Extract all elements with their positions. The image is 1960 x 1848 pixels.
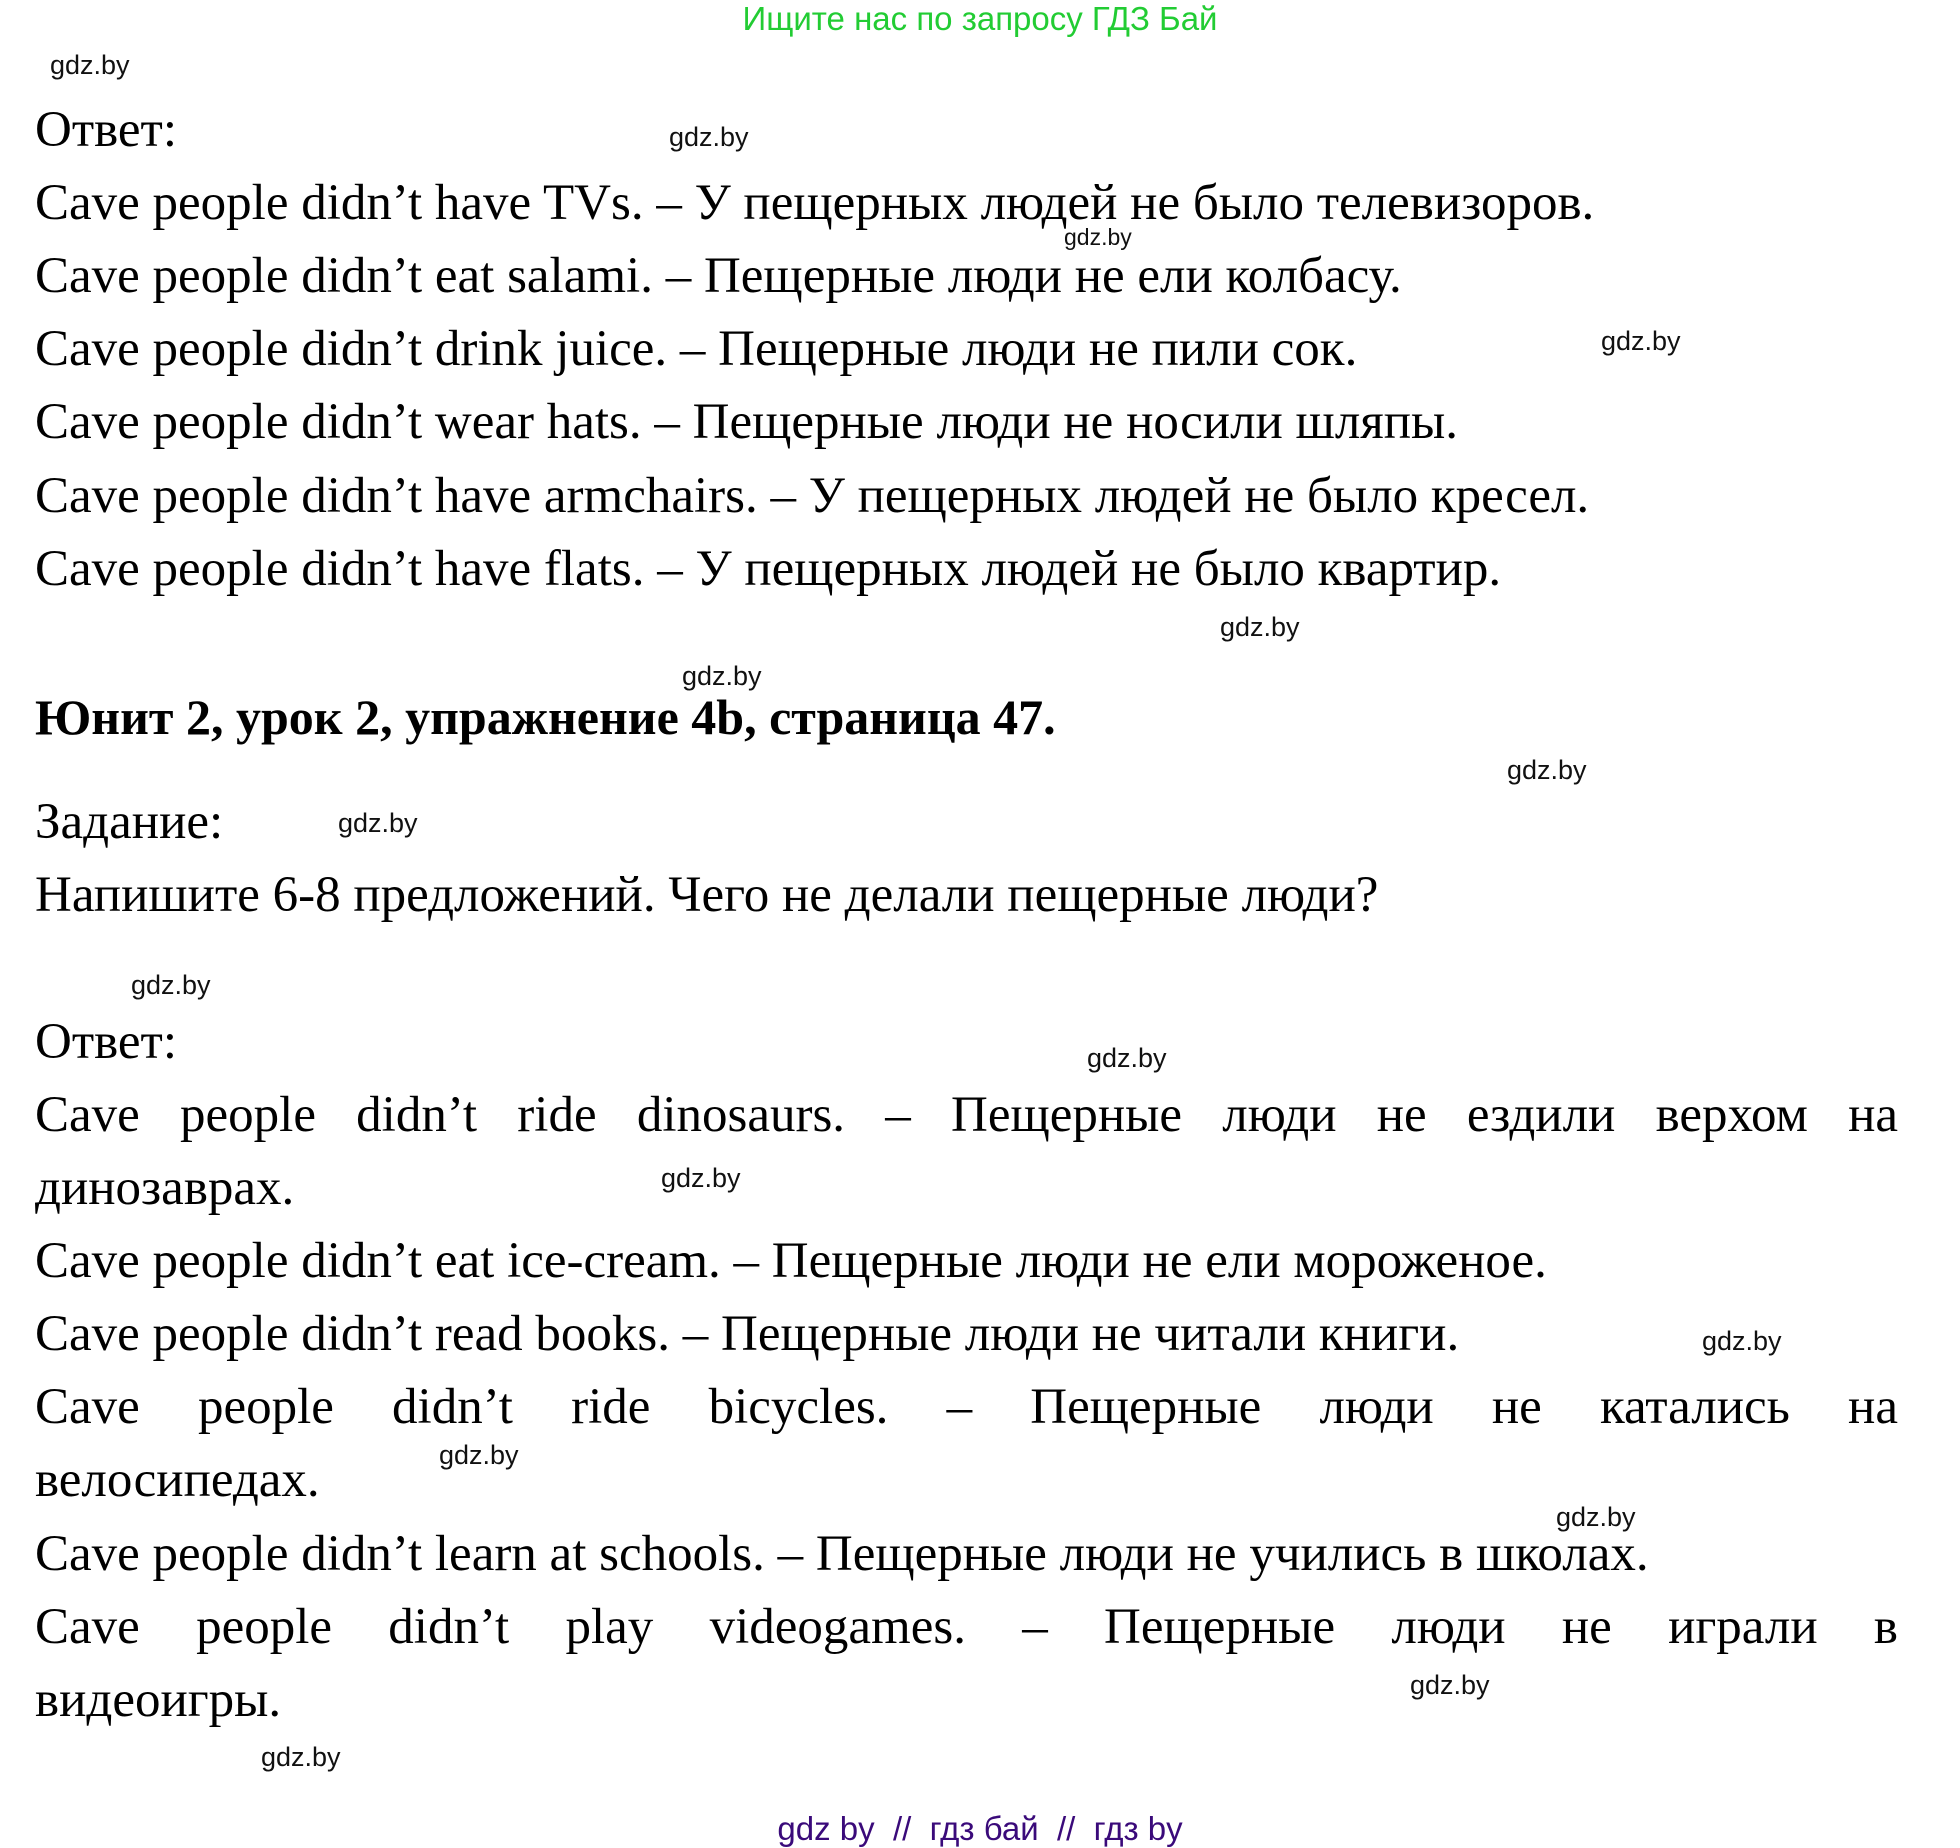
- watermark: gdz.by: [682, 661, 762, 691]
- watermark: gdz.by: [1064, 224, 1132, 250]
- watermark: gdz.by: [1702, 1326, 1782, 1356]
- exercise-heading: Юнит 2, урок 2, упражнение 4b, страница 47.: [35, 689, 1056, 745]
- footer-text: gdz by // гдз бай // гдз by: [777, 1810, 1183, 1847]
- answer-line: Cave people didn’t learn at schools. – Пещерные люди не учились в школах.: [35, 1526, 1649, 1582]
- answer-line: Cave people didn’t have flats. – У пещерных людей не было квартир.: [35, 541, 1502, 597]
- answer-line: Cave people didn’t have TVs. – У пещерных людей не было телевизоров.: [35, 175, 1595, 231]
- answer-line: Cave people didn’t have armchairs. – У пещерных людей не было кресел.: [35, 468, 1590, 524]
- watermark: gdz.by: [1601, 326, 1681, 356]
- answer-line-continuation: видеоигры.: [35, 1672, 282, 1728]
- answer-line: Cave people didn’t wear hats. – Пещерные люди не носили шляпы.: [35, 394, 1459, 450]
- task-label: Задание:: [35, 794, 224, 850]
- answer-line-continuation: динозаврах.: [35, 1160, 295, 1216]
- watermark: gdz.by: [1507, 755, 1587, 785]
- footer: [0, 1810, 1960, 1848]
- search-banner: [0, 0, 1960, 38]
- answer-line: Cave people didn’t ride bicycles. – Пещерные люди не катались на: [35, 1379, 1898, 1435]
- watermark: gdz.by: [131, 970, 211, 1000]
- watermark: gdz.by: [439, 1440, 519, 1470]
- task-text: Напишите 6-8 предложений. Чего не делали пещерные люди?: [35, 867, 1379, 923]
- answer-label: Ответ:: [35, 1014, 177, 1070]
- watermark: gdz.by: [338, 808, 418, 838]
- watermark: gdz.by: [661, 1163, 741, 1193]
- watermark: gdz.by: [261, 1742, 341, 1772]
- answer-line: Cave people didn’t drink juice. – Пещерные люди не пили сок.: [35, 321, 1358, 377]
- watermark: gdz.by: [669, 122, 749, 152]
- answer-line: Cave people didn’t ride dinosaurs. – Пещерные люди не ездили верхом на: [35, 1087, 1898, 1143]
- watermark: gdz.by: [1556, 1502, 1636, 1532]
- answer-line: Cave people didn’t play videogames. – Пещерные люди не играли в: [35, 1599, 1898, 1655]
- answer-label: Ответ:: [35, 102, 177, 158]
- watermark: gdz.by: [1087, 1043, 1167, 1073]
- watermark: gdz.by: [1220, 612, 1300, 642]
- answer-line-continuation: велосипедах.: [35, 1452, 320, 1508]
- answer-line: Cave people didn’t eat salami. – Пещерные люди не ели колбасу.: [35, 248, 1402, 304]
- search-banner-text: Ищите нас по запросу ГДЗ Бай: [742, 0, 1218, 37]
- answer-line: Cave people didn’t read books. – Пещерные люди не читали книги.: [35, 1306, 1460, 1362]
- watermark: gdz.by: [1410, 1670, 1490, 1700]
- watermark: gdz.by: [50, 50, 130, 80]
- answer-line: Cave people didn’t eat ice-cream. – Пещерные люди не ели мороженое.: [35, 1233, 1547, 1289]
